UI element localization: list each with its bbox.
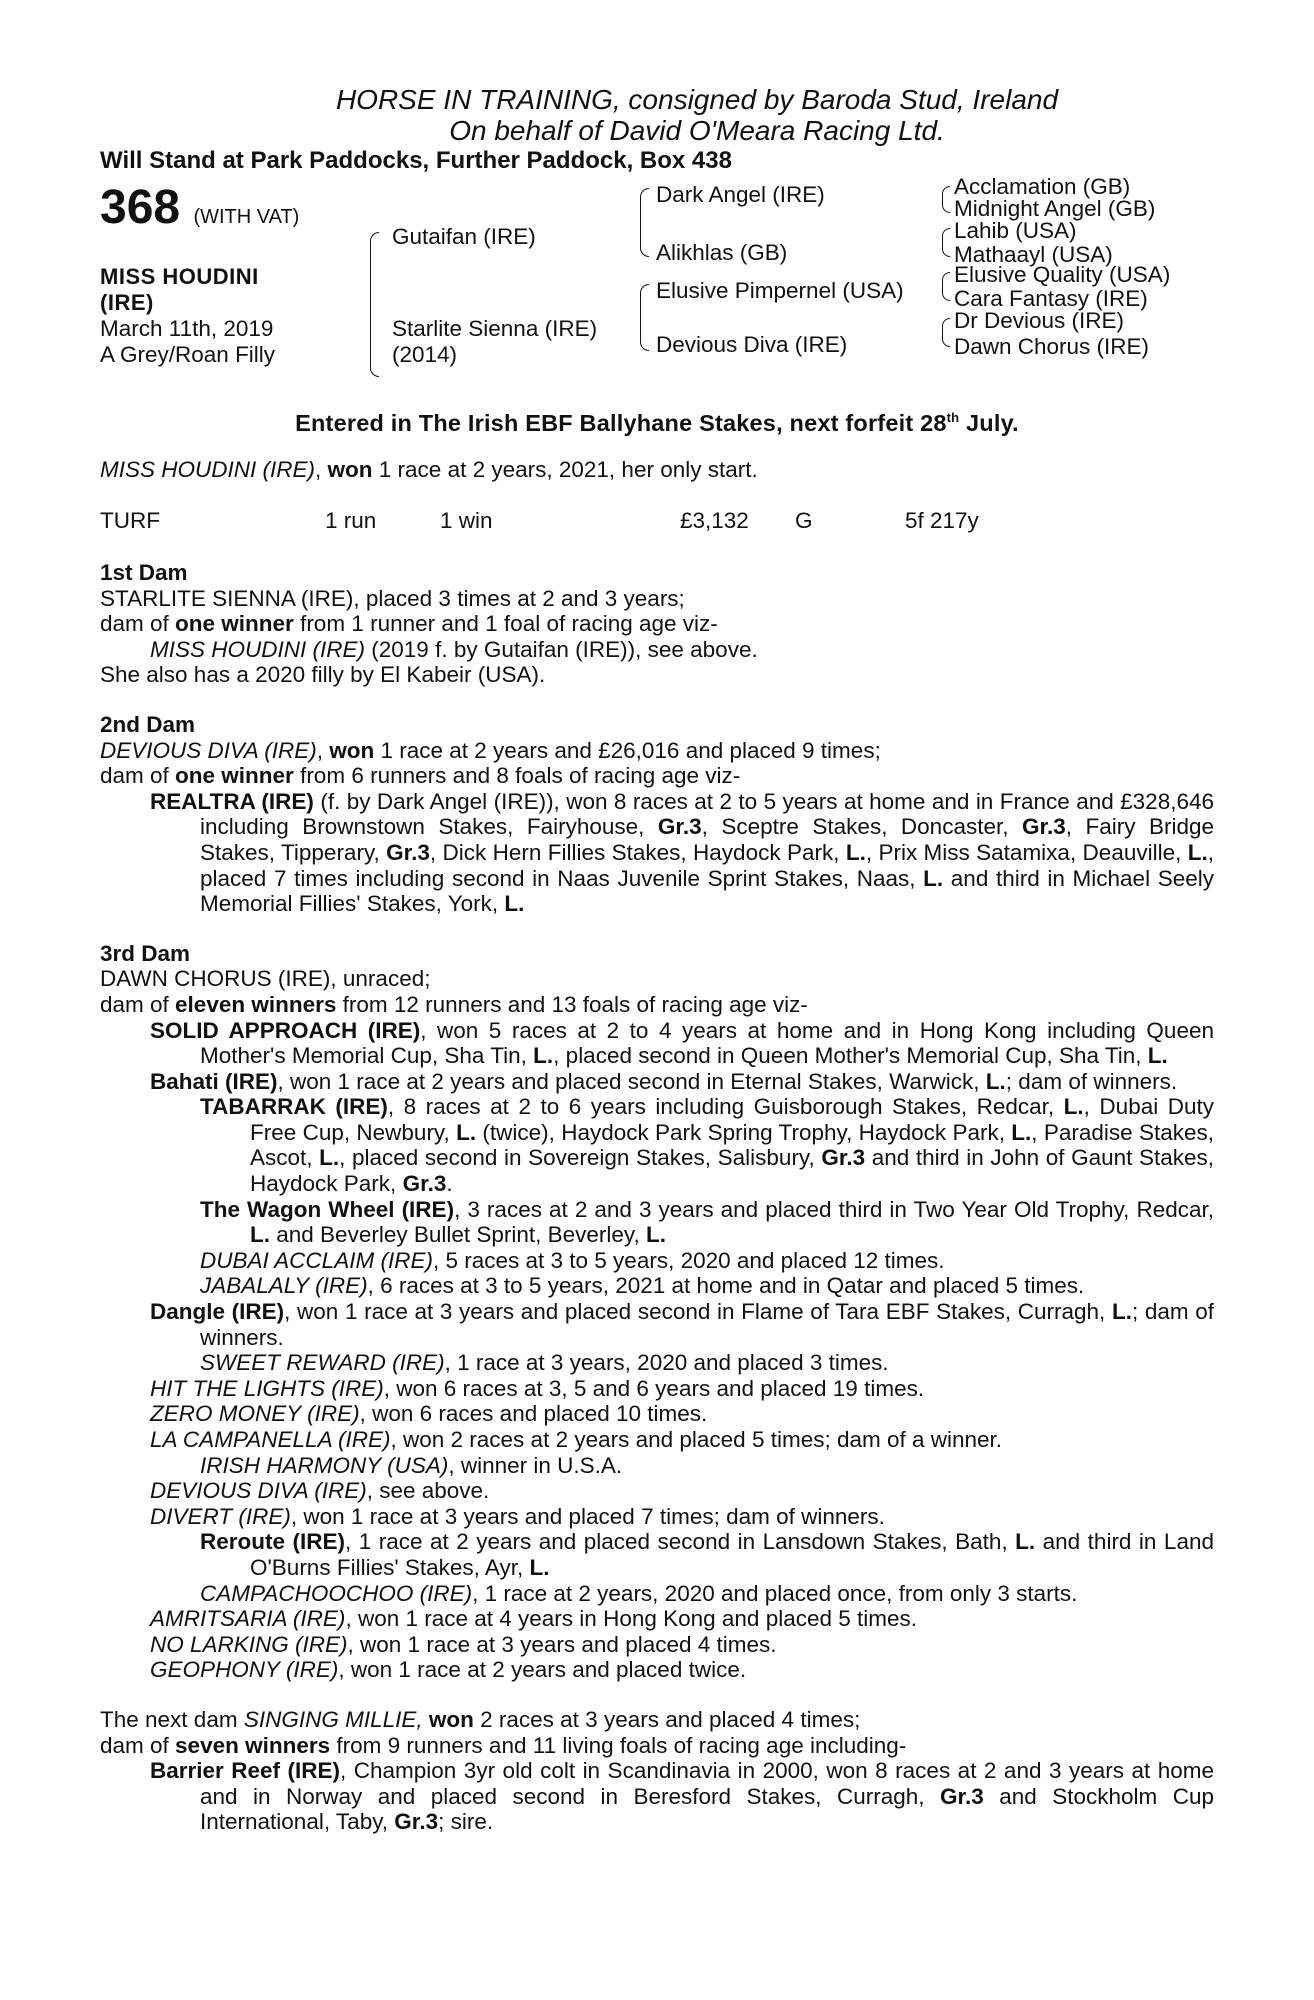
no-larking-entry (100, 1632, 1214, 1658)
sss: Acclamation (GB) (954, 174, 1131, 199)
zero-money-entry (100, 1401, 1214, 1427)
entry-end: July. (959, 409, 1019, 436)
sire: Gutaifan (IRE) (392, 224, 536, 249)
t: L. (504, 891, 525, 917)
stand-location: Will Stand at Park Paddocks, Further Paddock, Box 438 (100, 147, 732, 174)
summary-won: won (327, 456, 373, 482)
t: REALTRA (IRE) (150, 788, 314, 814)
ssd: Midnight Angel (GB) (954, 196, 1156, 221)
sdd: Mathaayl (USA) (954, 242, 1113, 267)
dam: Starlite Sienna (IRE) (392, 316, 598, 341)
t: , 1 race at 2 years, 2020 and placed once, from only 3 starts. (472, 1580, 1078, 1606)
t: one winner (175, 763, 294, 789)
bracket-ss (640, 188, 649, 221)
t: MISS HOUDINI (IRE) (150, 636, 366, 662)
t: ; sire. (438, 1809, 494, 1835)
t: SINGING MILLIE, (243, 1706, 423, 1732)
divert-entry (100, 1504, 1214, 1530)
t: L. (845, 839, 866, 865)
t: one winner (175, 611, 294, 637)
record-wins: 1 win (440, 508, 493, 534)
t: , won 1 race at 2 years and placed second in Eternal Stakes, Warwick, (277, 1068, 986, 1094)
t: and Beverley Bullet Sprint, Beverley, (270, 1222, 647, 1248)
t: and Stockholm Cup International, Taby, (200, 1783, 1214, 1835)
t: and third in Land O'Burns Fillies' Stakes, Ayr, (250, 1529, 1214, 1580)
dubai-acclaim-entry (100, 1248, 1214, 1274)
t: L. (646, 1222, 667, 1248)
t: , see above. (366, 1478, 490, 1504)
bracket-sire (370, 232, 379, 291)
t: Reroute (IRE) (200, 1529, 345, 1555)
t: and third in John of Gaunt Stakes, Haydock Park, (250, 1145, 1214, 1197)
bracket-g3c (942, 228, 950, 243)
t: HIT THE LIGHTS (IRE) (150, 1375, 384, 1401)
first-dam-note: She also has a 2020 filly by El Kabeir (USA). (100, 662, 546, 688)
barrier-reef-entry (100, 1758, 1214, 1835)
bracket-g3b (942, 199, 950, 213)
t: dam of (100, 991, 176, 1017)
lot-number (100, 182, 299, 243)
t: Dangle (IRE) (150, 1299, 285, 1325)
sire-dam: Alikhlas (GB) (656, 240, 788, 265)
t: (twice), Haydock Park Spring Trophy, Haydock Park, (476, 1119, 1012, 1145)
t: L. (1111, 1299, 1132, 1325)
t: Gr.3 (402, 1171, 447, 1197)
t: LA CAMPANELLA (IRE) (150, 1427, 391, 1453)
t: Bahati (IRE) (150, 1068, 278, 1094)
t: L. (1011, 1119, 1032, 1145)
consignor-header (180, 84, 1214, 146)
t: , (316, 737, 330, 763)
jabalaly-entry (100, 1273, 1214, 1299)
t: , won 1 race at 4 years in Hong Kong and placed 5 times. (345, 1606, 918, 1632)
t: IRISH HARMONY (USA) (200, 1452, 449, 1478)
horse-name-suffix: (IRE) (100, 290, 154, 315)
record-distance: 5f 217y (905, 508, 979, 534)
t: Gr.3 (1021, 814, 1066, 840)
wagon-wheel-entry (100, 1197, 1214, 1248)
t: L. (1063, 1094, 1084, 1120)
t: TABARRAK (IRE) (200, 1094, 388, 1120)
sire-sire: Dark Angel (IRE) (656, 182, 825, 207)
third-dam-line: DAWN CHORUS (IRE), unraced; (100, 966, 431, 992)
t: dam of (100, 1732, 176, 1758)
foaling-date: March 11th, 2019 (100, 316, 274, 341)
dam-year: (2014) (392, 342, 458, 367)
amritsaria-entry (100, 1606, 1214, 1632)
t: DIVERT (IRE) (150, 1503, 291, 1529)
t: SWEET REWARD (IRE) (200, 1350, 445, 1376)
record-going: G (795, 508, 813, 534)
t: Gr.3 (939, 1783, 984, 1809)
t: Gr.3 (657, 814, 702, 840)
t: , won 5 races at 2 to 4 years at home and in Hong Kong including Queen Mother's Memorial Cup, Sha Tin, (200, 1017, 1214, 1069)
t: , Dubai Duty Free Cup, Newbury, (250, 1094, 1214, 1145)
sweet-reward-entry (100, 1350, 1214, 1376)
t: won (329, 737, 375, 763)
pedigree-block (100, 174, 1214, 402)
t: from 6 runners and 8 foals of racing age viz- (293, 763, 741, 789)
t: Gr.3 (386, 839, 430, 865)
vat-note: (WITH VAT) (193, 206, 300, 228)
t: (f. by Dark Angel (IRE)), won 8 races at 2 to 5 years at home and in France and £328,646 including Brownstown Stakes, Fairyhouse, (200, 788, 1214, 840)
record-runs: 1 run (325, 508, 377, 534)
third-dam-produce (100, 992, 1214, 1018)
la-campanella-entry (100, 1427, 1214, 1453)
first-dam-produce (100, 611, 1214, 637)
t: DUBAI ACCLAIM (IRE) (200, 1247, 433, 1273)
dam-dam: Devious Diva (IRE) (656, 332, 848, 357)
t: , 8 races at 2 to 6 years including Guisborough Stakes, Redcar, (387, 1094, 1064, 1120)
t: Gr.3 (394, 1809, 439, 1835)
bracket-dam (370, 290, 379, 377)
entry-note (100, 402, 1214, 439)
t: L. (533, 1043, 554, 1069)
t: , 1 race at 3 years, 2020 and placed 3 times. (444, 1350, 889, 1376)
t: (2019 f. by Gutaifan (IRE)), see above. (365, 636, 758, 662)
entry-sup: th (946, 410, 960, 425)
entry-text: Entered in The Irish EBF Ballyhane Stakes, next forfeit 28 (295, 409, 947, 436)
reroute-entry (100, 1529, 1214, 1580)
summary-rest: 1 race at 2 years, 2021, her only start. (372, 456, 758, 482)
summary-name: MISS HOUDINI (IRE) (100, 456, 316, 482)
irish-harmony-entry (100, 1453, 1214, 1479)
geophony-entry (100, 1657, 1214, 1683)
bracket-g3g (942, 318, 950, 333)
header-line-1: HORSE IN TRAINING, consigned by Baroda Stud, Ireland (335, 84, 1059, 115)
t: DEVIOUS DIVA (IRE) (100, 737, 317, 763)
t: L. (456, 1119, 477, 1145)
t: Barrier Reef (IRE) (150, 1758, 341, 1784)
t: L. (923, 865, 944, 891)
t: , won 2 races at 2 years and placed 5 times; dam of a winner. (390, 1427, 1003, 1453)
t: dam of (100, 763, 176, 789)
devious-diva-entry (100, 1478, 1214, 1504)
t: and third in Michael Seely Memorial Fillies' Stakes, York, (200, 865, 1214, 917)
t: ; dam of winners. (1005, 1068, 1178, 1094)
t: , Fairy Bridge Stakes, Tipperary, (200, 814, 1214, 865)
t: L. (1147, 1043, 1168, 1069)
tabarrak-entry: TABARRAK (IRE), 8 races at 2 to 6 years including Guisborough Stakes, Redcar, L., Dubai Duty Free Cup, Newbury, L. (twice), Haydock Park Spring Trophy, Haydock Park, L., Paradise Stakes, Ascot, L., placed second in Sovereign Stakes, Salisbury, Gr.3 and third in John of Gaunt Stakes, Haydock Park, Gr.3. (200, 1094, 1215, 1197)
t: AMRITSARIA (IRE) (150, 1606, 346, 1632)
first-dam-foal (100, 637, 1214, 663)
t: NO LARKING (IRE) (150, 1631, 348, 1657)
t: seven winners (175, 1732, 331, 1758)
t: The Wagon Wheel (IRE) (200, 1196, 455, 1222)
bahati-entry (100, 1069, 1214, 1095)
t: , placed second in Sovereign Stakes, Salisbury, (339, 1145, 822, 1171)
horse-name: MISS HOUDINI (100, 264, 259, 289)
header-line-2: On behalf of David O'Meara Racing Ltd. (449, 115, 945, 146)
bracket-g3d (942, 242, 950, 257)
campachoochoo-entry (100, 1581, 1214, 1607)
t: Gr.3 (821, 1145, 866, 1171)
t: , winner in U.S.A. (448, 1452, 623, 1478)
t: , Dick Hern Fillies Stakes, Haydock Park, (429, 839, 846, 865)
t: from 9 runners and 11 living foals of racing age including- (330, 1732, 907, 1758)
t: 1 race at 2 years and £26,016 and placed 9 times; (374, 737, 881, 763)
bracket-g3a (942, 186, 950, 200)
second-dam-produce (100, 763, 1214, 789)
t: The next dam (100, 1706, 244, 1732)
bracket-sd (640, 220, 649, 257)
t: won (422, 1706, 474, 1732)
t: , 3 races at 2 and 3 years and placed third in Two Year Old Trophy, Redcar, (454, 1196, 1214, 1222)
record-surface: TURF (100, 508, 160, 534)
t: L. (250, 1222, 270, 1248)
t: dam of (100, 611, 176, 637)
dss: Elusive Quality (USA) (954, 262, 1171, 287)
t: , placed 7 times including second in Naas Juvenile Sprint Stakes, Naas, (200, 839, 1214, 891)
t: GEOPHONY (IRE) (150, 1657, 339, 1683)
dds: Dr Devious (IRE) (954, 308, 1125, 333)
bracket-g3h (942, 332, 950, 347)
first-dam-heading: 1st Dam (100, 560, 188, 586)
t: ; dam of winners. (200, 1299, 1215, 1350)
dsd: Cara Fantasy (IRE) (954, 286, 1148, 311)
t: , 5 races at 3 to 5 years, 2020 and placed 12 times. (432, 1247, 945, 1273)
t: CAMPACHOOCHOO (IRE) (200, 1580, 473, 1606)
bracket-ds (640, 284, 649, 315)
dangle-entry (100, 1299, 1214, 1350)
bracket-g3f (942, 286, 950, 301)
horse-description: A Grey/Roan Filly (100, 342, 276, 367)
realtra-entry (100, 789, 1214, 917)
next-dam-line (100, 1707, 1214, 1733)
bracket-g3e (942, 272, 950, 287)
t: , won 1 race at 2 years and placed twice. (338, 1657, 747, 1683)
t: SOLID APPROACH (IRE) (150, 1017, 421, 1043)
next-dam-produce (100, 1733, 1214, 1759)
race-summary: MISS HOUDINI (IRE), won 1 race at 2 years, 2021, her only start. (100, 456, 758, 482)
t: , won 1 race at 3 years and placed 4 times. (347, 1631, 777, 1657)
t: eleven winners (175, 991, 337, 1017)
t: L. (529, 1554, 550, 1580)
t: , Prix Miss Satamixa, Deauville, (865, 839, 1188, 865)
t: , won 6 races and placed 10 times. (359, 1401, 708, 1427)
hit-the-lights-entry (100, 1376, 1214, 1402)
t: , won 6 races at 3, 5 and 6 years and placed 19 times. (383, 1375, 925, 1401)
t: ZERO MONEY (IRE) (150, 1401, 360, 1427)
t: , won 1 race at 3 years and placed second in Flame of Tara EBF Stakes, Curragh, (284, 1299, 1112, 1325)
record-prize: £3,132 (680, 508, 749, 534)
dam-sire: Elusive Pimpernel (USA) (656, 278, 904, 303)
second-dam-line (100, 738, 1214, 764)
t: , won 1 race at 3 years and placed 7 times; dam of winners. (290, 1503, 885, 1529)
t: DEVIOUS DIVA (IRE) (150, 1478, 367, 1504)
t: L. (319, 1145, 340, 1171)
race-record-row (100, 508, 1214, 534)
t: , placed second in Queen Mother's Memorial Cup, Sha Tin, (553, 1043, 1148, 1069)
t: from 1 runner and 1 foal of racing age viz- (293, 611, 718, 637)
first-dam-line: STARLITE SIENNA (IRE), placed 3 times at 2 and 3 years; (100, 585, 685, 611)
catalogue-page (100, 84, 1214, 1835)
lot-number-value: 368 (100, 181, 181, 234)
t: , Paradise Stakes, Ascot, (250, 1119, 1215, 1171)
bracket-dd (640, 314, 649, 351)
t: , 1 race at 2 years and placed second in Lansdown Stakes, Bath, (345, 1529, 1016, 1555)
t: L. (1015, 1529, 1036, 1555)
ddd: Dawn Chorus (IRE) (954, 334, 1150, 359)
third-dam-heading: 3rd Dam (100, 940, 191, 966)
solid-approach-entry (100, 1018, 1214, 1069)
t: L. (1187, 839, 1208, 865)
t: , 6 races at 3 to 5 years, 2021 at home and in Qatar and placed 5 times. (367, 1273, 1085, 1299)
t: , Sceptre Stakes, Doncaster, (701, 814, 1022, 840)
t: from 12 runners and 13 foals of racing age viz- (336, 991, 808, 1017)
t: L. (985, 1068, 1006, 1094)
t: JABALALY (IRE) (200, 1273, 368, 1299)
second-dam-heading: 2nd Dam (100, 711, 196, 737)
t: 2 races at 3 years and placed 4 times; (473, 1706, 861, 1732)
sds: Lahib (USA) (954, 218, 1077, 243)
t: , Champion 3yr old colt in Scandinavia in 2000, won 8 races at 2 and 3 years at home and in Norway and placed second in Beresford Stakes, Curragh, (200, 1758, 1214, 1809)
